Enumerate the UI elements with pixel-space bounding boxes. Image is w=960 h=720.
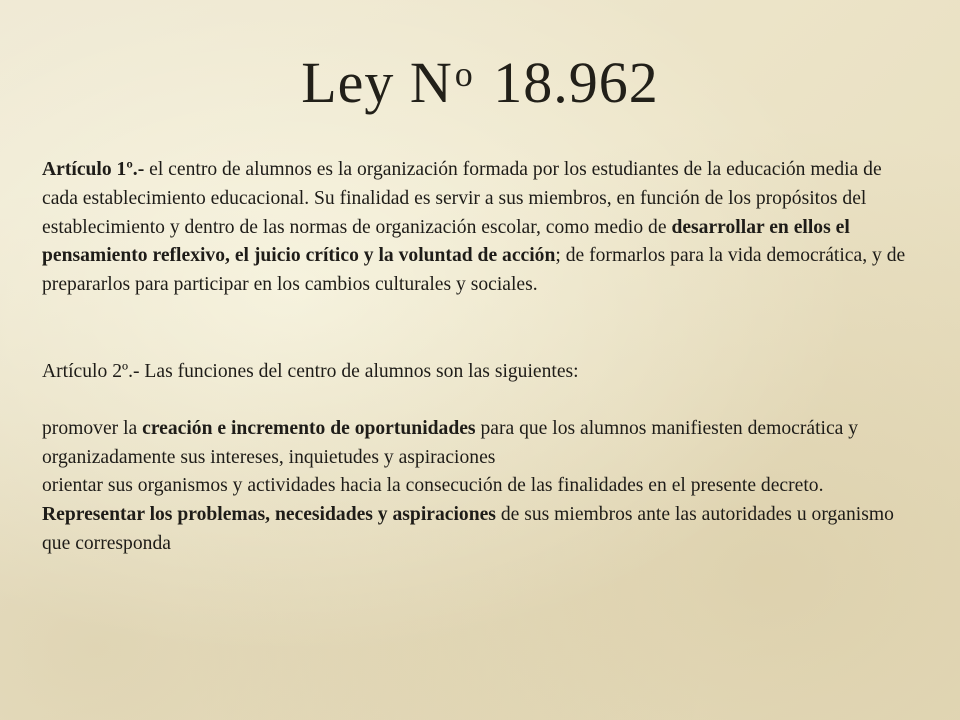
- title-text: Ley N: [301, 50, 453, 115]
- title-number: 18.962: [493, 50, 659, 115]
- article-1-text-end: ; de formarlos para la vida democrática, y de prepararlos para participar en los cambios culturales y sociales.: [42, 245, 906, 296]
- article-2-label: Artículo 2º.-: [42, 360, 140, 382]
- slide-title: [0, 38, 960, 119]
- function-item-2-text: orientar sus organismos y actividades hacia la consecución de las finalidades en el presente decreto.: [42, 475, 824, 497]
- slide-body: [42, 156, 922, 559]
- function-item-3-emphasis: Representar los problemas, necesidades y aspiraciones: [42, 504, 496, 526]
- article-1: [42, 156, 922, 300]
- function-item-3: [42, 501, 922, 559]
- function-item-2: [42, 472, 922, 501]
- function-item-1-text: promover la: [42, 417, 143, 439]
- function-item-1: [42, 415, 922, 473]
- article-1-label: Artículo 1º.-: [42, 159, 145, 180]
- article-2: [42, 358, 922, 387]
- function-item-1-emphasis: creación e incremento de oportunidades: [142, 417, 476, 439]
- article-2-intro: Las funciones del centro de alumnos son las siguientes:: [139, 360, 579, 382]
- article-1-text: el centro de alumnos es la organización formada por los estudiantes de la educación media de cada establecimiento educacional. Su finalidad es servir a sus miembros, en función de los propósitos del establecimiento y dentro de las normas de organización escolar, como medio de: [42, 159, 882, 238]
- title-superscript: o: [454, 54, 474, 94]
- function-item-3-text: de sus miembros ante las autoridades u organismo que corresponda: [42, 504, 894, 554]
- function-item-1-text-end: para que los alumnos manifiesten democrática y organizadamente sus intereses, inquietudes y aspiraciones: [42, 417, 859, 468]
- article-1-emphasis: desarrollar en ellos el pensamiento reflexivo, el juicio crítico y la voluntad de acción: [42, 216, 850, 267]
